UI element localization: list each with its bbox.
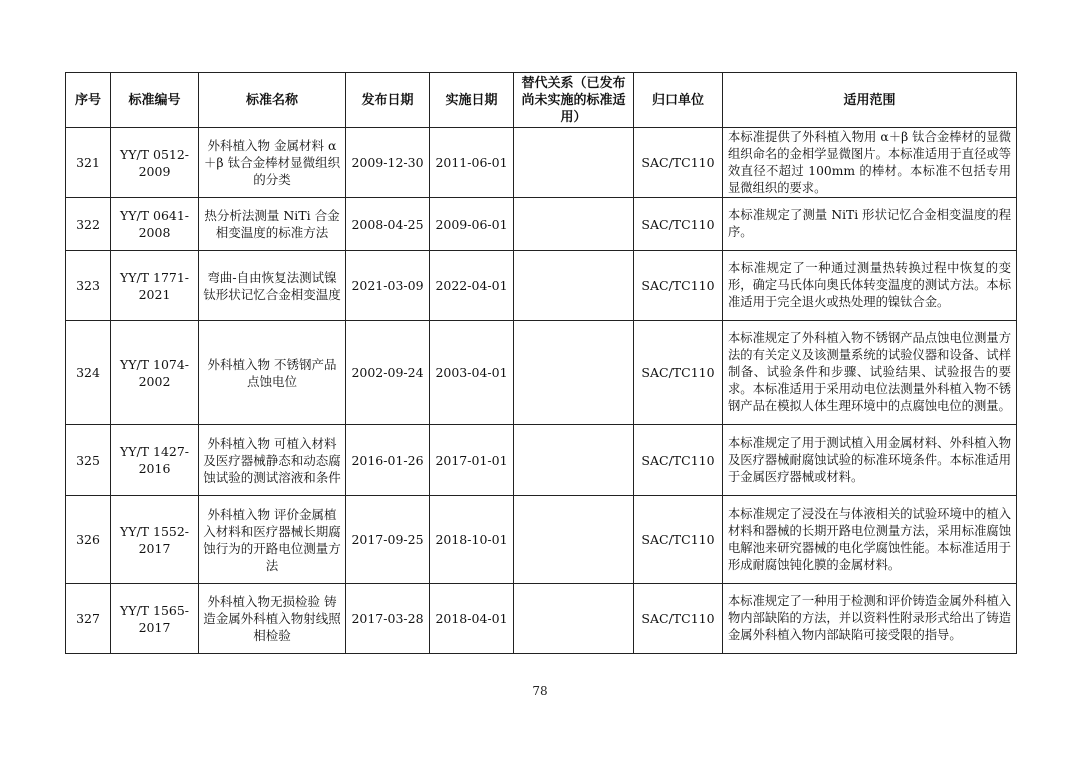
- row-responsible-unit: SAC/TC110: [634, 251, 723, 321]
- header-serial-number: 序号: [66, 73, 111, 128]
- row-standard-code: YY/T 1771-2021: [111, 251, 199, 321]
- row-scope: 本标准规定了测量 NiTi 形状记忆合金相变温度的程序。: [723, 198, 1017, 251]
- page-number: 78: [532, 684, 548, 698]
- row-serial-number: 323: [66, 251, 111, 321]
- row-replacement: [514, 198, 634, 251]
- table-row: [66, 321, 1017, 425]
- row-responsible-unit: SAC/TC110: [634, 425, 723, 496]
- row-serial-number: 327: [66, 584, 111, 654]
- row-responsible-unit: SAC/TC110: [634, 496, 723, 584]
- row-publish-date: 2009-12-30: [346, 128, 430, 198]
- table-row: [66, 425, 1017, 496]
- row-standard-name: 外科植入物无损检验 铸造金属外科植入物射线照相检验: [199, 584, 346, 654]
- row-publish-date: 2008-04-25: [346, 198, 430, 251]
- row-scope: 本标准提供了外科植入物用 α＋β 钛合金棒材的显微组织命名的金相学显微图片。本标准适用于直径或等效直径不超过 100mm 的棒材。本标准不包括专用显微组织的要求。: [723, 128, 1017, 198]
- row-replacement: [514, 251, 634, 321]
- header-replacement: 替代关系（已发布尚未实施的标准适用）: [514, 73, 634, 128]
- row-publish-date: 2017-03-28: [346, 584, 430, 654]
- row-standard-code: YY/T 1552-2017: [111, 496, 199, 584]
- row-implement-date: 2009-06-01: [430, 198, 514, 251]
- row-standard-code: YY/T 0641-2008: [111, 198, 199, 251]
- row-replacement: [514, 425, 634, 496]
- row-implement-date: 2017-01-01: [430, 425, 514, 496]
- row-serial-number: 326: [66, 496, 111, 584]
- row-standard-code: YY/T 1427-2016: [111, 425, 199, 496]
- row-replacement: [514, 496, 634, 584]
- row-standard-code: YY/T 1074-2002: [111, 321, 199, 425]
- row-scope: 本标准规定了一种通过测量热转换过程中恢复的变形，确定马氏体向奥氏体转变温度的测试方法。本标准适用于完全退火或热处理的镍钛合金。: [723, 251, 1017, 321]
- row-standard-name: 外科植入物 不锈钢产品点蚀电位: [199, 321, 346, 425]
- row-standard-code: YY/T 0512-2009: [111, 128, 199, 198]
- header-implement-date: 实施日期: [430, 73, 514, 128]
- row-implement-date: 2022-04-01: [430, 251, 514, 321]
- row-scope: 本标准规定了一种用于检测和评价铸造金属外科植入物内部缺陷的方法，并以资料性附录形式给出了铸造金属外科植入物内部缺陷可接受限的指导。: [723, 584, 1017, 654]
- row-standard-code: YY/T 1565-2017: [111, 584, 199, 654]
- row-implement-date: 2018-04-01: [430, 584, 514, 654]
- row-replacement: [514, 321, 634, 425]
- table-row: [66, 198, 1017, 251]
- row-standard-name: 热分析法测量 NiTi 合金相变温度的标准方法: [199, 198, 346, 251]
- row-publish-date: 2021-03-09: [346, 251, 430, 321]
- header-publish-date: 发布日期: [346, 73, 430, 128]
- row-standard-name: 弯曲-自由恢复法测试镍钛形状记忆合金相变温度: [199, 251, 346, 321]
- row-scope: 本标准规定了浸没在与体液相关的试验环境中的植入材料和器械的长期开路电位测量方法，采用标准腐蚀电解池来研究器械的电化学腐蚀性能。本标准适用于形成耐腐蚀钝化膜的金属材料。: [723, 496, 1017, 584]
- row-responsible-unit: SAC/TC110: [634, 321, 723, 425]
- standards-table: [65, 72, 1017, 654]
- row-implement-date: 2011-06-01: [430, 128, 514, 198]
- header-standard-code: 标准编号: [111, 73, 199, 128]
- row-standard-name: 外科植入物 可植入材料及医疗器械静态和动态腐蚀试验的测试溶液和条件: [199, 425, 346, 496]
- row-responsible-unit: SAC/TC110: [634, 584, 723, 654]
- row-replacement: [514, 584, 634, 654]
- header-responsible-unit: 归口单位: [634, 73, 723, 128]
- row-scope: 本标准规定了外科植入物不锈钢产品点蚀电位测量方法的有关定义及该测量系统的试验仪器和设备、试样制备、试验条件和步骤、试验结果、试验报告的要求。本标准适用于采用动电位法测量外科植入物不锈钢产品在模拟人体生理环境中的点腐蚀电位的测量。: [723, 321, 1017, 425]
- table-row: [66, 584, 1017, 654]
- row-responsible-unit: SAC/TC110: [634, 128, 723, 198]
- header-scope: 适用范围: [723, 73, 1017, 128]
- row-serial-number: 321: [66, 128, 111, 198]
- row-implement-date: 2018-10-01: [430, 496, 514, 584]
- table-header-row: [66, 73, 1017, 128]
- row-standard-name: 外科植入物 评价金属植入材料和医疗器械长期腐蚀行为的开路电位测量方法: [199, 496, 346, 584]
- row-publish-date: 2016-01-26: [346, 425, 430, 496]
- row-responsible-unit: SAC/TC110: [634, 198, 723, 251]
- row-serial-number: 324: [66, 321, 111, 425]
- header-standard-name: 标准名称: [199, 73, 346, 128]
- row-implement-date: 2003-04-01: [430, 321, 514, 425]
- table-row: [66, 128, 1017, 198]
- row-replacement: [514, 128, 634, 198]
- row-serial-number: 322: [66, 198, 111, 251]
- row-serial-number: 325: [66, 425, 111, 496]
- row-standard-name: 外科植入物 金属材料 α＋β 钛合金棒材显微组织的分类: [199, 128, 346, 198]
- row-publish-date: 2002-09-24: [346, 321, 430, 425]
- row-publish-date: 2017-09-25: [346, 496, 430, 584]
- table-row: [66, 251, 1017, 321]
- table-row: [66, 496, 1017, 584]
- row-scope: 本标准规定了用于测试植入用金属材料、外科植入物及医疗器械耐腐蚀试验的标准环境条件。本标准适用于金属医疗器械或材料。: [723, 425, 1017, 496]
